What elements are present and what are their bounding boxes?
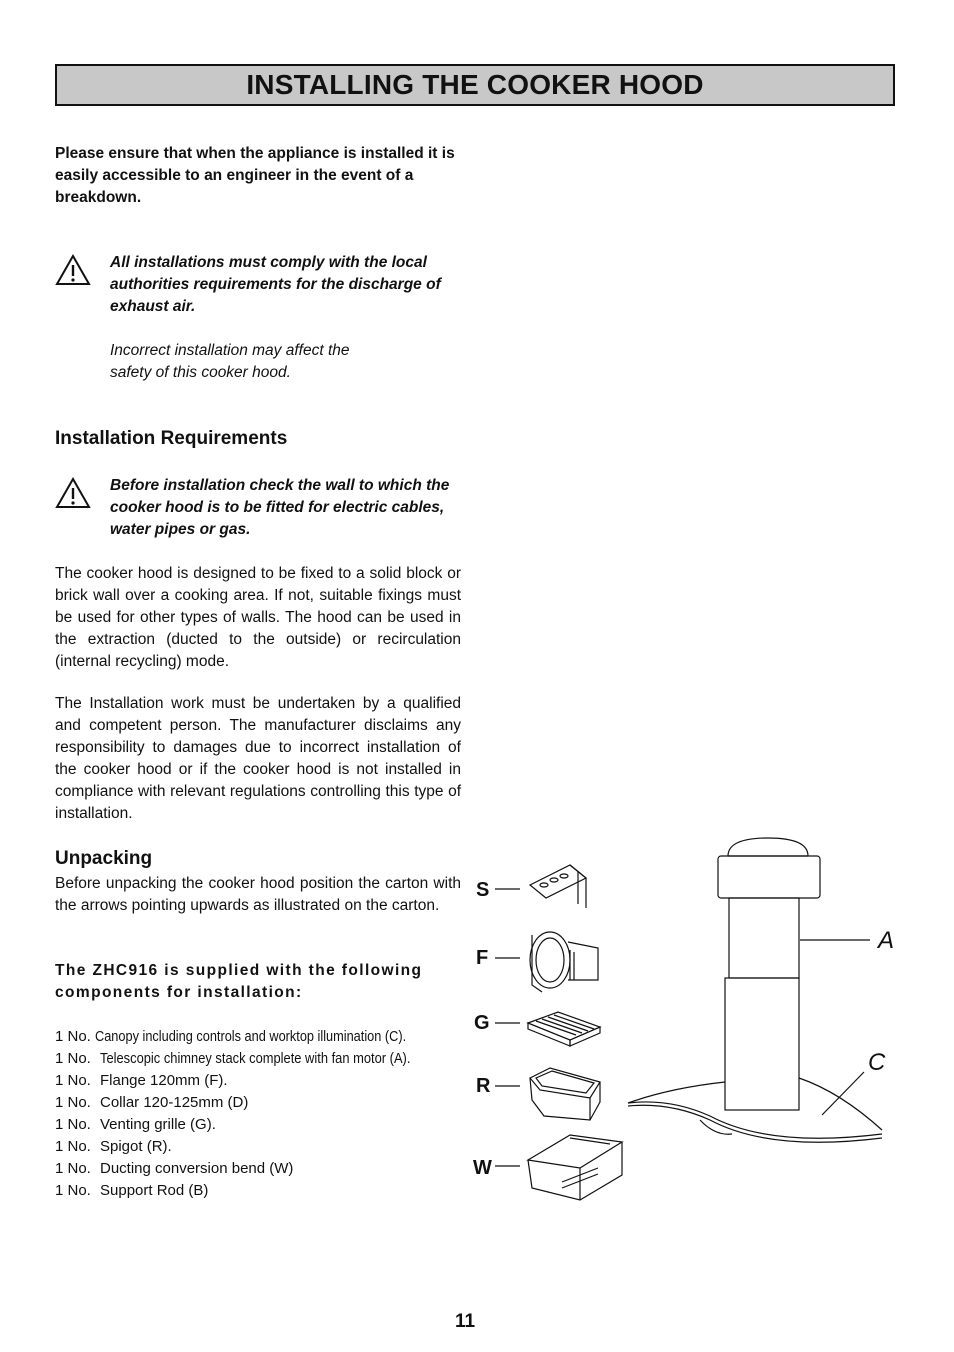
warning-block-2 bbox=[55, 475, 461, 541]
leader-line-c bbox=[822, 1072, 864, 1115]
label-c: C bbox=[868, 1049, 886, 1076]
label-a: A bbox=[878, 927, 895, 954]
page-number: 11 bbox=[455, 1311, 476, 1332]
installation-requirements-heading: Installation Requirements bbox=[55, 428, 288, 449]
unpacking-heading: Unpacking bbox=[55, 848, 153, 869]
label-s: S bbox=[476, 879, 490, 901]
list-item: 1 No. Canopy including controls and worktop illumination (C). bbox=[55, 1028, 407, 1045]
list-item: 1 No. Support Rod (B) bbox=[55, 1182, 209, 1199]
warning-triangle-icon bbox=[55, 477, 91, 509]
label-w: W bbox=[473, 1157, 492, 1179]
label-g: G bbox=[474, 1012, 490, 1034]
warning-text-2: Before installation check the wall to which the cooker hood is to be fitted for electric cables, water pipes or gas. bbox=[110, 477, 450, 538]
list-item: 1 No. Collar 120-125mm (D) bbox=[55, 1094, 249, 1111]
components-list bbox=[55, 1026, 461, 1202]
warning-subtext-1: Incorrect installation may affect the safety of this cooker hood. bbox=[110, 342, 350, 381]
title-bar bbox=[55, 64, 895, 106]
warning-text-1: All installations must comply with the local authorities requirements for the discharge of exhaust air. bbox=[110, 254, 441, 315]
flange-f-illustration bbox=[530, 932, 598, 992]
page-title: INSTALLING THE COOKER HOOD bbox=[246, 69, 704, 100]
hood-illustration bbox=[628, 838, 882, 1142]
list-item: 1 No. Spigot (R). bbox=[55, 1138, 172, 1155]
components-diagram bbox=[470, 830, 900, 1210]
requirements-paragraph-1: The cooker hood is designed to be fixed to a solid block or brick wall over a cooking area. If not, suitable fixings must be used for other types of walls. The hood can be used in the extraction (ducted to the outside) or recirculation (internal recycling) mode. bbox=[55, 565, 461, 670]
spigot-r-illustration bbox=[530, 1068, 600, 1120]
supplied-text: The ZHC916 is supplied with the following components for installation: bbox=[55, 962, 423, 1001]
list-item: 1 No. Telescopic chimney stack complete with fan motor (A). bbox=[55, 1050, 411, 1067]
bracket-s-illustration bbox=[530, 865, 586, 908]
list-item: 1 No. Venting grille (G). bbox=[55, 1116, 216, 1133]
warning-block-1 bbox=[55, 252, 461, 384]
list-item: 1 No. Flange 120mm (F). bbox=[55, 1072, 228, 1089]
warning-triangle-icon bbox=[55, 254, 91, 286]
bend-w-illustration bbox=[528, 1135, 622, 1200]
requirements-paragraph-2: The Installation work must be undertaken by a qualified and competent person. The manufacturer disclaims any responsibility to damages due to incorrect installation of the cooker hood or if the cooker hood is not installed in compliance with relevant regulations controlling this type of installation. bbox=[55, 695, 461, 822]
grille-g-illustration bbox=[528, 1012, 600, 1046]
intro-text: Please ensure that when the appliance is installed it is easily accessible to an engineer in the event of a breakdown. bbox=[55, 145, 455, 206]
label-f: F bbox=[476, 947, 489, 969]
list-item: 1 No. Ducting conversion bend (W) bbox=[55, 1160, 294, 1177]
unpacking-paragraph: Before unpacking the cooker hood position the carton with the arrows pointing upwards as illustrated on the carton. bbox=[55, 875, 461, 914]
label-r: R bbox=[476, 1075, 491, 1097]
